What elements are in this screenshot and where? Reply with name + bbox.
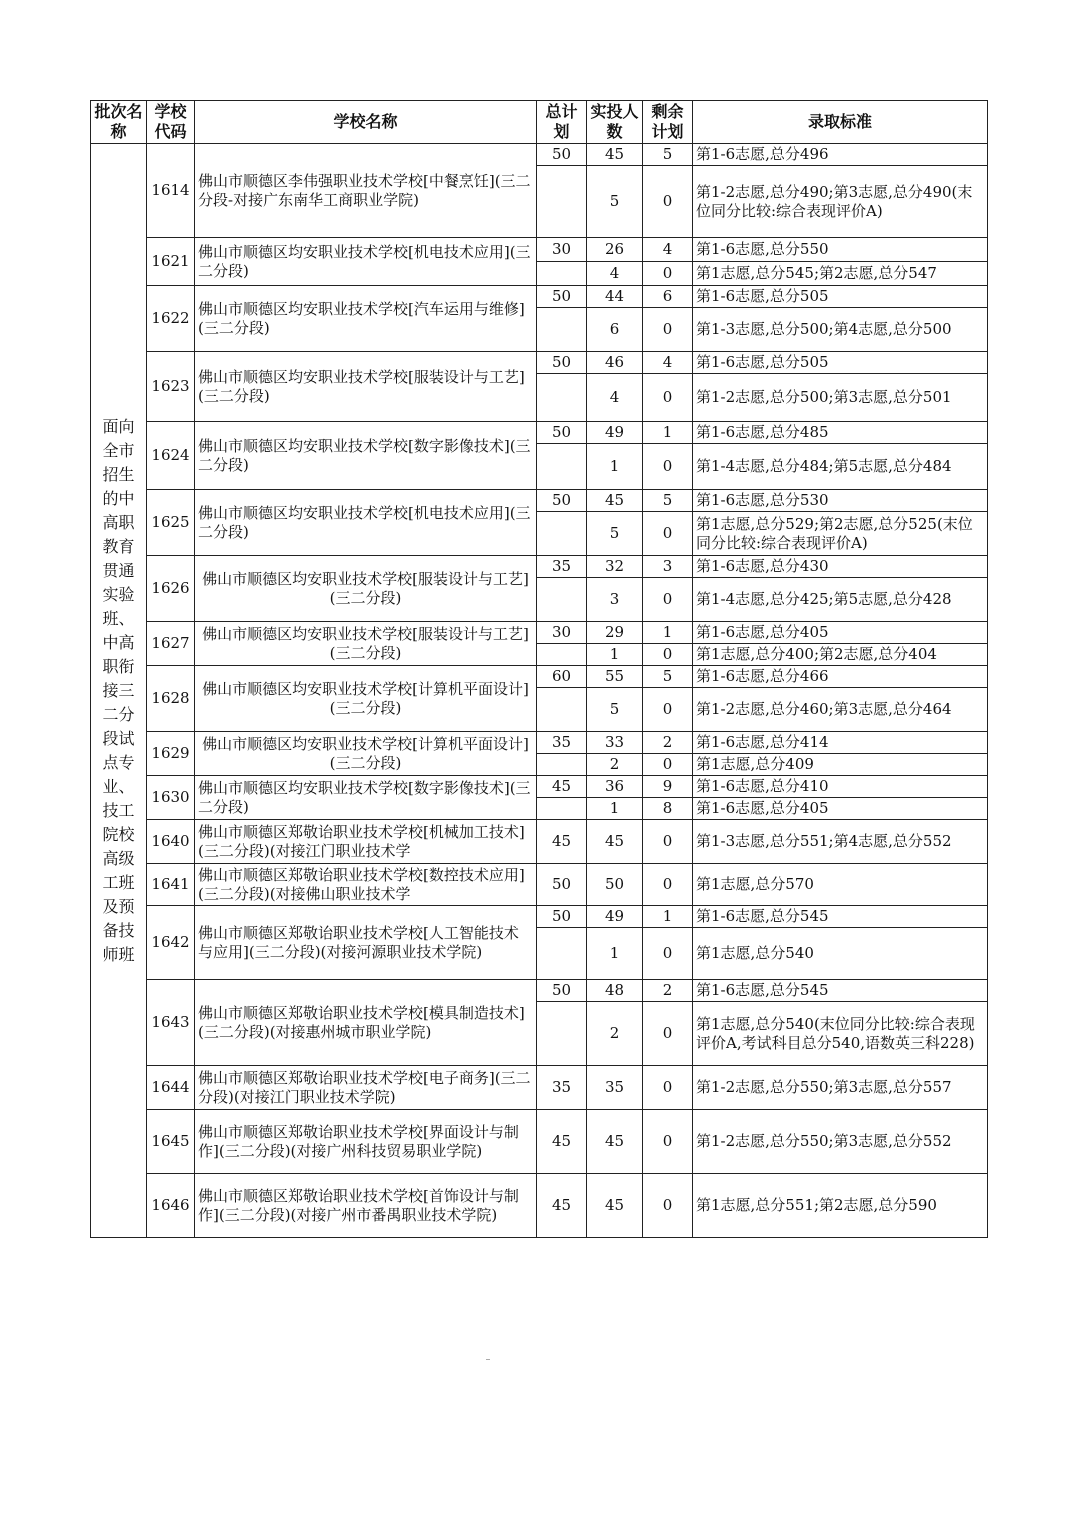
plan-cell-empty [537, 754, 587, 776]
standard-cell: 第1志愿,总分540 [693, 928, 988, 980]
header-code: 学校代码 [147, 101, 195, 144]
table-body [91, 144, 988, 1238]
remain-cell: 0 [643, 444, 693, 490]
plan-cell-empty [537, 798, 587, 820]
standard-cell: 第1志愿,总分529;第2志愿,总分525(末位同分比较:综合表现评价A) [693, 512, 988, 556]
actual-cell: 36 [587, 776, 643, 798]
plan-cell: 35 [537, 732, 587, 754]
remain-cell: 3 [643, 556, 693, 578]
remain-cell: 0 [643, 1110, 693, 1174]
actual-cell: 2 [587, 1002, 643, 1066]
school-name-cell: 佛山市顺德区郑敬诒职业技术学校[电子商务](三二分段)(对接江门职业技术学院) [195, 1066, 537, 1110]
actual-cell: 33 [587, 732, 643, 754]
actual-cell: 45 [587, 1110, 643, 1174]
remain-cell: 0 [643, 166, 693, 238]
actual-cell: 44 [587, 286, 643, 308]
actual-cell: 45 [587, 144, 643, 166]
header-actual: 实投人数 [587, 101, 643, 144]
school-name-cell: 佛山市顺德区均安职业技术学校[汽车运用与维修](三二分段) [195, 286, 537, 352]
standard-cell: 第1-6志愿,总分496 [693, 144, 988, 166]
plan-cell: 50 [537, 144, 587, 166]
table-row [91, 864, 988, 906]
actual-cell: 46 [587, 352, 643, 374]
plan-cell-empty [537, 1002, 587, 1066]
school-code-cell: 1624 [147, 422, 195, 490]
remain-cell: 0 [643, 374, 693, 422]
table-row [91, 556, 988, 578]
plan-cell-empty [537, 374, 587, 422]
plan-cell: 45 [537, 1110, 587, 1174]
school-name-cell: 佛山市顺德区均安职业技术学校[计算机平面设计](三二分段) [195, 732, 537, 776]
school-code-cell: 1644 [147, 1066, 195, 1110]
remain-cell: 4 [643, 352, 693, 374]
school-name-cell: 佛山市顺德区均安职业技术学校[机电技术应用](三二分段) [195, 238, 537, 286]
standard-cell: 第1-6志愿,总分410 [693, 776, 988, 798]
actual-cell: 4 [587, 262, 643, 286]
school-name-cell: 佛山市顺德区郑敬诒职业技术学校[人工智能技术与应用](三二分段)(对接河源职业技术学院) [195, 906, 537, 980]
plan-cell: 35 [537, 556, 587, 578]
actual-cell: 45 [587, 820, 643, 864]
school-code-cell: 1622 [147, 286, 195, 352]
school-name-cell: 佛山市顺德区郑敬诒职业技术学校[机械加工技术](三二分段)(对接江门职业技术学 [195, 820, 537, 864]
school-code-cell: 1614 [147, 144, 195, 238]
remain-cell: 0 [643, 1002, 693, 1066]
table-row [91, 1110, 988, 1174]
remain-cell: 6 [643, 286, 693, 308]
standard-cell: 第1-3志愿,总分500;第4志愿,总分500 [693, 308, 988, 352]
standard-cell: 第1志愿,总分400;第2志愿,总分404 [693, 644, 988, 666]
remain-cell: 1 [643, 906, 693, 928]
standard-cell: 第1-6志愿,总分505 [693, 286, 988, 308]
school-name-cell: 佛山市顺德区均安职业技术学校[数字影像技术](三二分段) [195, 776, 537, 820]
plan-cell-empty [537, 444, 587, 490]
school-name-cell: 佛山市顺德区均安职业技术学校[服装设计与工艺](三二分段) [195, 622, 537, 666]
remain-cell: 0 [643, 928, 693, 980]
plan-cell: 45 [537, 776, 587, 798]
plan-cell: 30 [537, 622, 587, 644]
remain-cell: 1 [643, 622, 693, 644]
table-row [91, 238, 988, 262]
standard-cell: 第1志愿,总分545;第2志愿,总分547 [693, 262, 988, 286]
plan-cell: 50 [537, 422, 587, 444]
school-name-cell: 佛山市顺德区郑敬诒职业技术学校[首饰设计与制作](三二分段)(对接广州市番禺职业技术学院) [195, 1174, 537, 1238]
standard-cell: 第1-4志愿,总分484;第5志愿,总分484 [693, 444, 988, 490]
school-name-cell: 佛山市顺德区均安职业技术学校[服装设计与工艺](三二分段) [195, 556, 537, 622]
plan-cell: 30 [537, 238, 587, 262]
remain-cell: 2 [643, 732, 693, 754]
actual-cell: 26 [587, 238, 643, 262]
standard-cell: 第1-2志愿,总分550;第3志愿,总分557 [693, 1066, 988, 1110]
school-code-cell: 1630 [147, 776, 195, 820]
batch-category-cell: 面向全市招生的中高职教育贯通实验班、中高职衔接三二分段试点专业、技工院校高级工班及预备技师班 [91, 144, 147, 1238]
actual-cell: 55 [587, 666, 643, 688]
school-code-cell: 1628 [147, 666, 195, 732]
remain-cell: 0 [643, 308, 693, 352]
plan-cell-empty [537, 688, 587, 732]
standard-cell: 第1志愿,总分409 [693, 754, 988, 776]
standard-cell: 第1-6志愿,总分414 [693, 732, 988, 754]
standard-cell: 第1-4志愿,总分425;第5志愿,总分428 [693, 578, 988, 622]
standard-cell: 第1-6志愿,总分545 [693, 906, 988, 928]
plan-cell-empty [537, 166, 587, 238]
table-row [91, 422, 988, 444]
school-code-cell: 1646 [147, 1174, 195, 1238]
actual-cell: 35 [587, 1066, 643, 1110]
remain-cell: 0 [643, 578, 693, 622]
school-code-cell: 1621 [147, 238, 195, 286]
school-code-cell: 1641 [147, 864, 195, 906]
table-row [91, 980, 988, 1002]
school-name-cell: 佛山市顺德区均安职业技术学校[计算机平面设计](三二分段) [195, 666, 537, 732]
actual-cell: 32 [587, 556, 643, 578]
remain-cell: 5 [643, 666, 693, 688]
table-row [91, 820, 988, 864]
admission-table [90, 100, 988, 1238]
standard-cell: 第1-6志愿,总分505 [693, 352, 988, 374]
scan-speck [486, 1359, 490, 1360]
remain-cell: 0 [643, 1174, 693, 1238]
header-remain: 剩余计划 [643, 101, 693, 144]
actual-cell: 4 [587, 374, 643, 422]
plan-cell: 50 [537, 352, 587, 374]
plan-cell: 50 [537, 980, 587, 1002]
school-code-cell: 1625 [147, 490, 195, 556]
remain-cell: 5 [643, 490, 693, 512]
table-row [91, 490, 988, 512]
header-batch: 批次名称 [91, 101, 147, 144]
plan-cell-empty [537, 308, 587, 352]
standard-cell: 第1-2志愿,总分490;第3志愿,总分490(末位同分比较:综合表现评价A) [693, 166, 988, 238]
standard-cell: 第1-6志愿,总分485 [693, 422, 988, 444]
plan-cell: 45 [537, 1174, 587, 1238]
plan-cell: 60 [537, 666, 587, 688]
remain-cell: 9 [643, 776, 693, 798]
actual-cell: 1 [587, 444, 643, 490]
standard-cell: 第1-3志愿,总分551;第4志愿,总分552 [693, 820, 988, 864]
school-code-cell: 1642 [147, 906, 195, 980]
standard-cell: 第1-6志愿,总分545 [693, 980, 988, 1002]
plan-cell: 50 [537, 864, 587, 906]
plan-cell-empty [537, 262, 587, 286]
school-name-cell: 佛山市顺德区均安职业技术学校[服装设计与工艺](三二分段) [195, 352, 537, 422]
actual-cell: 5 [587, 688, 643, 732]
standard-cell: 第1-2志愿,总分460;第3志愿,总分464 [693, 688, 988, 732]
remain-cell: 5 [643, 144, 693, 166]
remain-cell: 8 [643, 798, 693, 820]
plan-cell-empty [537, 928, 587, 980]
plan-cell-empty [537, 644, 587, 666]
school-code-cell: 1626 [147, 556, 195, 622]
table-row [91, 776, 988, 798]
remain-cell: 0 [643, 1066, 693, 1110]
plan-cell: 35 [537, 1066, 587, 1110]
remain-cell: 0 [643, 754, 693, 776]
remain-cell: 0 [643, 688, 693, 732]
standard-cell: 第1-6志愿,总分530 [693, 490, 988, 512]
standard-cell: 第1-6志愿,总分550 [693, 238, 988, 262]
plan-cell-empty [537, 512, 587, 556]
actual-cell: 1 [587, 798, 643, 820]
table-row [91, 732, 988, 754]
school-name-cell: 佛山市顺德区郑敬诒职业技术学校[数控技术应用](三二分段)(对接佛山职业技术学 [195, 864, 537, 906]
actual-cell: 45 [587, 1174, 643, 1238]
table-row [91, 906, 988, 928]
actual-cell: 49 [587, 906, 643, 928]
standard-cell: 第1-6志愿,总分405 [693, 798, 988, 820]
standard-cell: 第1-6志愿,总分430 [693, 556, 988, 578]
school-code-cell: 1627 [147, 622, 195, 666]
table-row [91, 352, 988, 374]
remain-cell: 1 [643, 422, 693, 444]
remain-cell: 0 [643, 644, 693, 666]
table-row [91, 286, 988, 308]
admission-table-page [90, 100, 987, 1238]
actual-cell: 5 [587, 166, 643, 238]
actual-cell: 5 [587, 512, 643, 556]
school-name-cell: 佛山市顺德区李伟强职业技术学校[中餐烹饪](三二分段-对接广东南华工商职业学院) [195, 144, 537, 238]
actual-cell: 48 [587, 980, 643, 1002]
actual-cell: 50 [587, 864, 643, 906]
school-name-cell: 佛山市顺德区均安职业技术学校[数字影像技术](三二分段) [195, 422, 537, 490]
remain-cell: 0 [643, 262, 693, 286]
plan-cell-empty [537, 578, 587, 622]
school-code-cell: 1640 [147, 820, 195, 864]
table-row [91, 666, 988, 688]
school-code-cell: 1629 [147, 732, 195, 776]
table-row [91, 144, 988, 166]
standard-cell: 第1志愿,总分540(末位同分比较:综合表现评价A,考试科目总分540,语数英三科228) [693, 1002, 988, 1066]
standard-cell: 第1-6志愿,总分405 [693, 622, 988, 644]
actual-cell: 2 [587, 754, 643, 776]
plan-cell: 50 [537, 286, 587, 308]
actual-cell: 49 [587, 422, 643, 444]
remain-cell: 4 [643, 238, 693, 262]
standard-cell: 第1-6志愿,总分466 [693, 666, 988, 688]
header-plan: 总计划 [537, 101, 587, 144]
school-name-cell: 佛山市顺德区郑敬诒职业技术学校[界面设计与制作](三二分段)(对接广州科技贸易职业学院) [195, 1110, 537, 1174]
school-code-cell: 1623 [147, 352, 195, 422]
school-code-cell: 1643 [147, 980, 195, 1066]
remain-cell: 2 [643, 980, 693, 1002]
school-name-cell: 佛山市顺德区郑敬诒职业技术学校[模具制造技术](三二分段)(对接惠州城市职业学院) [195, 980, 537, 1066]
actual-cell: 6 [587, 308, 643, 352]
remain-cell: 0 [643, 864, 693, 906]
standard-cell: 第1志愿,总分570 [693, 864, 988, 906]
school-name-cell: 佛山市顺德区均安职业技术学校[机电技术应用](三二分段) [195, 490, 537, 556]
standard-cell: 第1-2志愿,总分550;第3志愿,总分552 [693, 1110, 988, 1174]
actual-cell: 45 [587, 490, 643, 512]
standard-cell: 第1志愿,总分551;第2志愿,总分590 [693, 1174, 988, 1238]
header-standard: 录取标准 [693, 101, 988, 144]
actual-cell: 1 [587, 928, 643, 980]
plan-cell: 50 [537, 906, 587, 928]
actual-cell: 29 [587, 622, 643, 644]
school-code-cell: 1645 [147, 1110, 195, 1174]
table-row [91, 622, 988, 644]
table-row [91, 1174, 988, 1238]
table-row [91, 1066, 988, 1110]
actual-cell: 3 [587, 578, 643, 622]
header-row [91, 101, 988, 144]
plan-cell: 50 [537, 490, 587, 512]
remain-cell: 0 [643, 512, 693, 556]
plan-cell: 45 [537, 820, 587, 864]
standard-cell: 第1-2志愿,总分500;第3志愿,总分501 [693, 374, 988, 422]
header-school: 学校名称 [195, 101, 537, 144]
remain-cell: 0 [643, 820, 693, 864]
actual-cell: 1 [587, 644, 643, 666]
